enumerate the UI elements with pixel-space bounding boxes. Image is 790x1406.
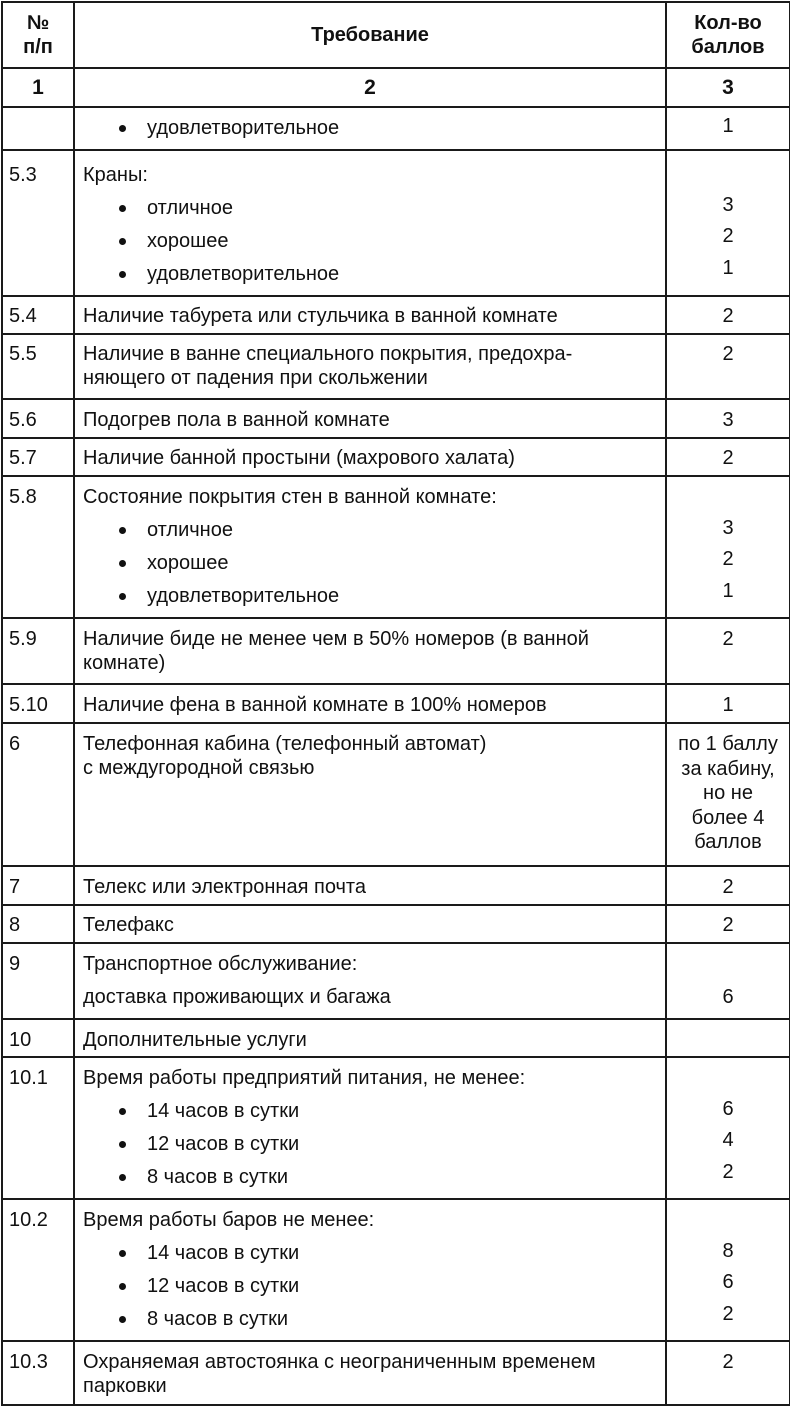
list-item: 8 часов в сутки (83, 1307, 657, 1340)
bullet-icon (119, 1283, 126, 1290)
row-points: 2 (666, 618, 790, 684)
list-item: удовлетворительное (83, 584, 657, 617)
bullet-icon (119, 1174, 126, 1181)
column-index: 3 (666, 68, 790, 107)
row-points: 2 (666, 334, 790, 399)
table-row (2, 1019, 790, 1057)
row-requirement: Телефонная кабина (телефонный автомат) с междугородной связью (74, 723, 666, 866)
bullet-icon (119, 125, 126, 132)
header-number: № п/п (2, 2, 74, 68)
table-row (2, 1199, 790, 1341)
row-requirement: Наличие в ванне специального покрытия, предохра- няющего от падения при скольжении (74, 334, 666, 399)
row-points: 3 2 1 (666, 150, 790, 296)
bullet-icon (119, 560, 126, 567)
list-item: отличное (83, 196, 657, 229)
row-requirement: Время работы баров не менее: 14 часов в сутки 12 часов в сутки 8 часов в сутки (74, 1199, 666, 1341)
row-requirement: Транспортное обслуживание: доставка проживающих и багажа (74, 943, 666, 1019)
row-points: 2 (666, 1341, 790, 1405)
row-number: 5.10 (2, 684, 74, 723)
row-requirement: Наличие табурета или стульчика в ванной комнате (74, 296, 666, 334)
table-row (2, 905, 790, 943)
row-number: 6 (2, 723, 74, 866)
table-row (2, 866, 790, 905)
list-item: хорошее (83, 551, 657, 584)
list-item: 14 часов в сутки (83, 1099, 657, 1132)
row-points: 8 6 2 (666, 1199, 790, 1341)
table-row (2, 296, 790, 334)
row-number: 5.9 (2, 618, 74, 684)
bullet-icon (119, 1141, 126, 1148)
row-number: 5.7 (2, 438, 74, 476)
row-number: 5.5 (2, 334, 74, 399)
row-requirement: Состояние покрытия стен в ванной комнате: отличное хорошее удовлетворительное (74, 476, 666, 618)
row-points: 2 (666, 296, 790, 334)
row-number: 10.1 (2, 1057, 74, 1199)
row-number: 9 (2, 943, 74, 1019)
row-number: 10 (2, 1019, 74, 1057)
row-points: 1 (666, 684, 790, 723)
row-requirement: Подогрев пола в ванной комнате (74, 399, 666, 438)
row-requirement: Телефакс (74, 905, 666, 943)
row-points: 6 4 2 (666, 1057, 790, 1199)
row-number: 5.6 (2, 399, 74, 438)
row-requirement: Краны: отличное хорошее удовлетворительное (74, 150, 666, 296)
row-points (666, 1019, 790, 1057)
list-item: удовлетворительное (83, 116, 657, 149)
row-number: 5.3 (2, 150, 74, 296)
bullet-icon (119, 271, 126, 278)
row-number: 8 (2, 905, 74, 943)
bullet-icon (119, 593, 126, 600)
row-requirement: Наличие биде не менее чем в 50% номеров (в ванной комнате) (74, 618, 666, 684)
row-points: 2 (666, 866, 790, 905)
row-requirement: Время работы предприятий питания, не менее: 14 часов в сутки 12 часов в сутки 8 часов в сутки (74, 1057, 666, 1199)
row-points: 2 (666, 905, 790, 943)
list-item: 12 часов в сутки (83, 1132, 657, 1165)
table-row (2, 723, 790, 866)
row-number: 10.3 (2, 1341, 74, 1405)
list-item: 12 часов в сутки (83, 1274, 657, 1307)
table-row (2, 150, 790, 296)
row-requirement: Дополнительные услуги (74, 1019, 666, 1057)
column-index: 2 (74, 68, 666, 107)
table-row (2, 334, 790, 399)
table-row (2, 107, 790, 150)
bullet-icon (119, 205, 126, 212)
table-row (2, 399, 790, 438)
list-item: 8 часов в сутки (83, 1165, 657, 1198)
header-requirement: Требование (74, 2, 666, 68)
list-item: отличное (83, 518, 657, 551)
column-index: 1 (2, 68, 74, 107)
row-points: 3 2 1 (666, 476, 790, 618)
table-row (2, 943, 790, 1019)
row-number: 7 (2, 866, 74, 905)
table-row (2, 1057, 790, 1199)
list-item: удовлетворительное (83, 262, 657, 295)
row-requirement: Телекс или электронная почта (74, 866, 666, 905)
bullet-icon (119, 238, 126, 245)
list-item: 14 часов в сутки (83, 1241, 657, 1274)
bullet-icon (119, 527, 126, 534)
bullet-icon (119, 1108, 126, 1115)
row-points: 6 (666, 943, 790, 1019)
row-number (2, 107, 74, 150)
column-index-row (2, 68, 790, 107)
row-requirement (74, 107, 666, 150)
row-number: 5.8 (2, 476, 74, 618)
row-points: 2 (666, 438, 790, 476)
table-row (2, 476, 790, 618)
row-number: 5.4 (2, 296, 74, 334)
header-row (2, 2, 790, 68)
table-row (2, 618, 790, 684)
row-requirement: Наличие фена в ванной комнате в 100% номеров (74, 684, 666, 723)
row-points: по 1 баллу за кабину, но не более 4 баллов (666, 723, 790, 866)
row-points: 1 (666, 107, 790, 150)
bullet-icon (119, 1250, 126, 1257)
row-points: 3 (666, 399, 790, 438)
table-row (2, 438, 790, 476)
table-row (2, 684, 790, 723)
bullet-icon (119, 1316, 126, 1323)
header-points: Кол-во баллов (666, 2, 790, 68)
row-requirement: Наличие банной простыни (махрового халата) (74, 438, 666, 476)
list-item: хорошее (83, 229, 657, 262)
table-row (2, 1341, 790, 1405)
requirements-table (1, 1, 790, 1406)
row-requirement: Охраняемая автостоянка с неограниченным временем парковки (74, 1341, 666, 1405)
row-number: 10.2 (2, 1199, 74, 1341)
